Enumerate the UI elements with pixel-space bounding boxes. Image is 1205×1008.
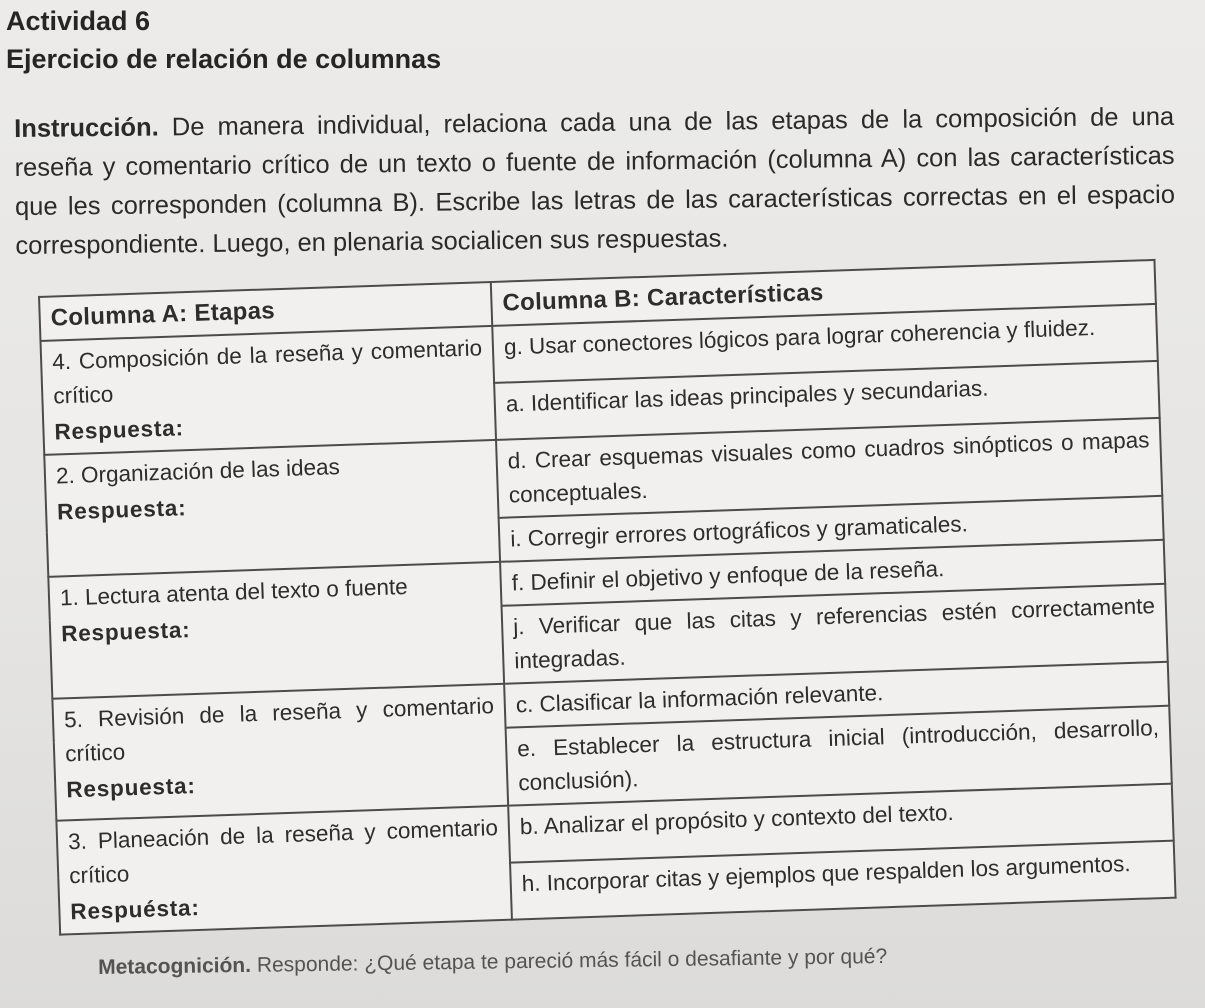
characteristic-cell: h. Incorporar citas y ejemplos que respalden los argumentos. <box>510 841 1176 920</box>
characteristic-cell: j. Verificar que las citas y referencias estén correctamente integradas. <box>502 584 1168 684</box>
characteristic-cell: d. Crear esquemas visuales como cuadros sinópticos o mapas conceptuales. <box>496 418 1162 518</box>
metacognition-prompt <box>98 945 887 980</box>
answer-label[interactable]: Respuesta: <box>54 415 185 445</box>
stage-label: 1. Lectura atenta del texto o fuente <box>59 573 409 611</box>
instruction-paragraph <box>14 98 1176 266</box>
stage-label: 5. Revisión de la reseña y comentario crítico <box>63 693 495 767</box>
characteristic-cell: a. Identificar las ideas principales y secundarias. <box>494 361 1160 440</box>
answer-label[interactable]: Respuesta: <box>60 617 191 647</box>
characteristic-cell: f. Definir el objetivo y enfoque de la reseña. <box>500 540 1165 606</box>
characteristic-cell: c. Clasificar la información relevante. <box>504 662 1169 728</box>
activity-title: Actividad 6 <box>6 6 151 36</box>
characteristic-cell: b. Analizar el propósito y contexto del texto. <box>508 784 1174 863</box>
stage-cell <box>44 440 500 577</box>
matching-table-container <box>38 259 1177 936</box>
stage-label: 4. Composición de la reseña y comentario crítico <box>51 335 483 409</box>
characteristic-cell: g. Usar conectores lógicos para lograr coherencia y fluidez. <box>492 304 1158 383</box>
answer-label[interactable]: Respuesta: <box>56 495 187 525</box>
characteristic-cell: e. Establecer la estructura inicial (introducción, desarrollo, conclusión). <box>506 706 1172 806</box>
metacognition-lead: Metacognición. <box>98 953 252 979</box>
column-b-header: Columna B: Características <box>491 260 1156 326</box>
answer-label[interactable]: Respuésta: <box>70 894 201 925</box>
column-a-header: Columna A: Etapas <box>39 282 492 341</box>
characteristic-cell: i. Corregir errores ortográficos y gramaticales. <box>499 496 1164 562</box>
answer-label[interactable]: Respuesta: <box>65 773 197 803</box>
instruction-text: De manera individual, relaciona cada una de las etapas de la composición de una reseña y comentario crítico de un texto o fuente de información (columna A) con las características que les corresponden (columna B). Escribe las letras de las características correctas en el espacio correspondiente. Luego, en plenaria socialicen sus respuestas. <box>14 102 1176 260</box>
instruction-lead: Instrucción. <box>14 113 159 143</box>
stage-cell <box>48 562 504 699</box>
stage-cell <box>52 684 508 821</box>
matching-table <box>38 259 1177 936</box>
stage-label: 3. Planeación de la reseña y comentario crítico <box>67 815 499 889</box>
stage-cell <box>40 326 496 455</box>
stage-cell <box>56 806 512 935</box>
stage-label: 2. Organización de las ideas <box>55 454 341 489</box>
exercise-title: Ejercicio de relación de columnas <box>6 44 442 74</box>
metacognition-text: Responde: ¿Qué etapa te pareció más fácil o desafiante y por qué? <box>256 944 888 977</box>
